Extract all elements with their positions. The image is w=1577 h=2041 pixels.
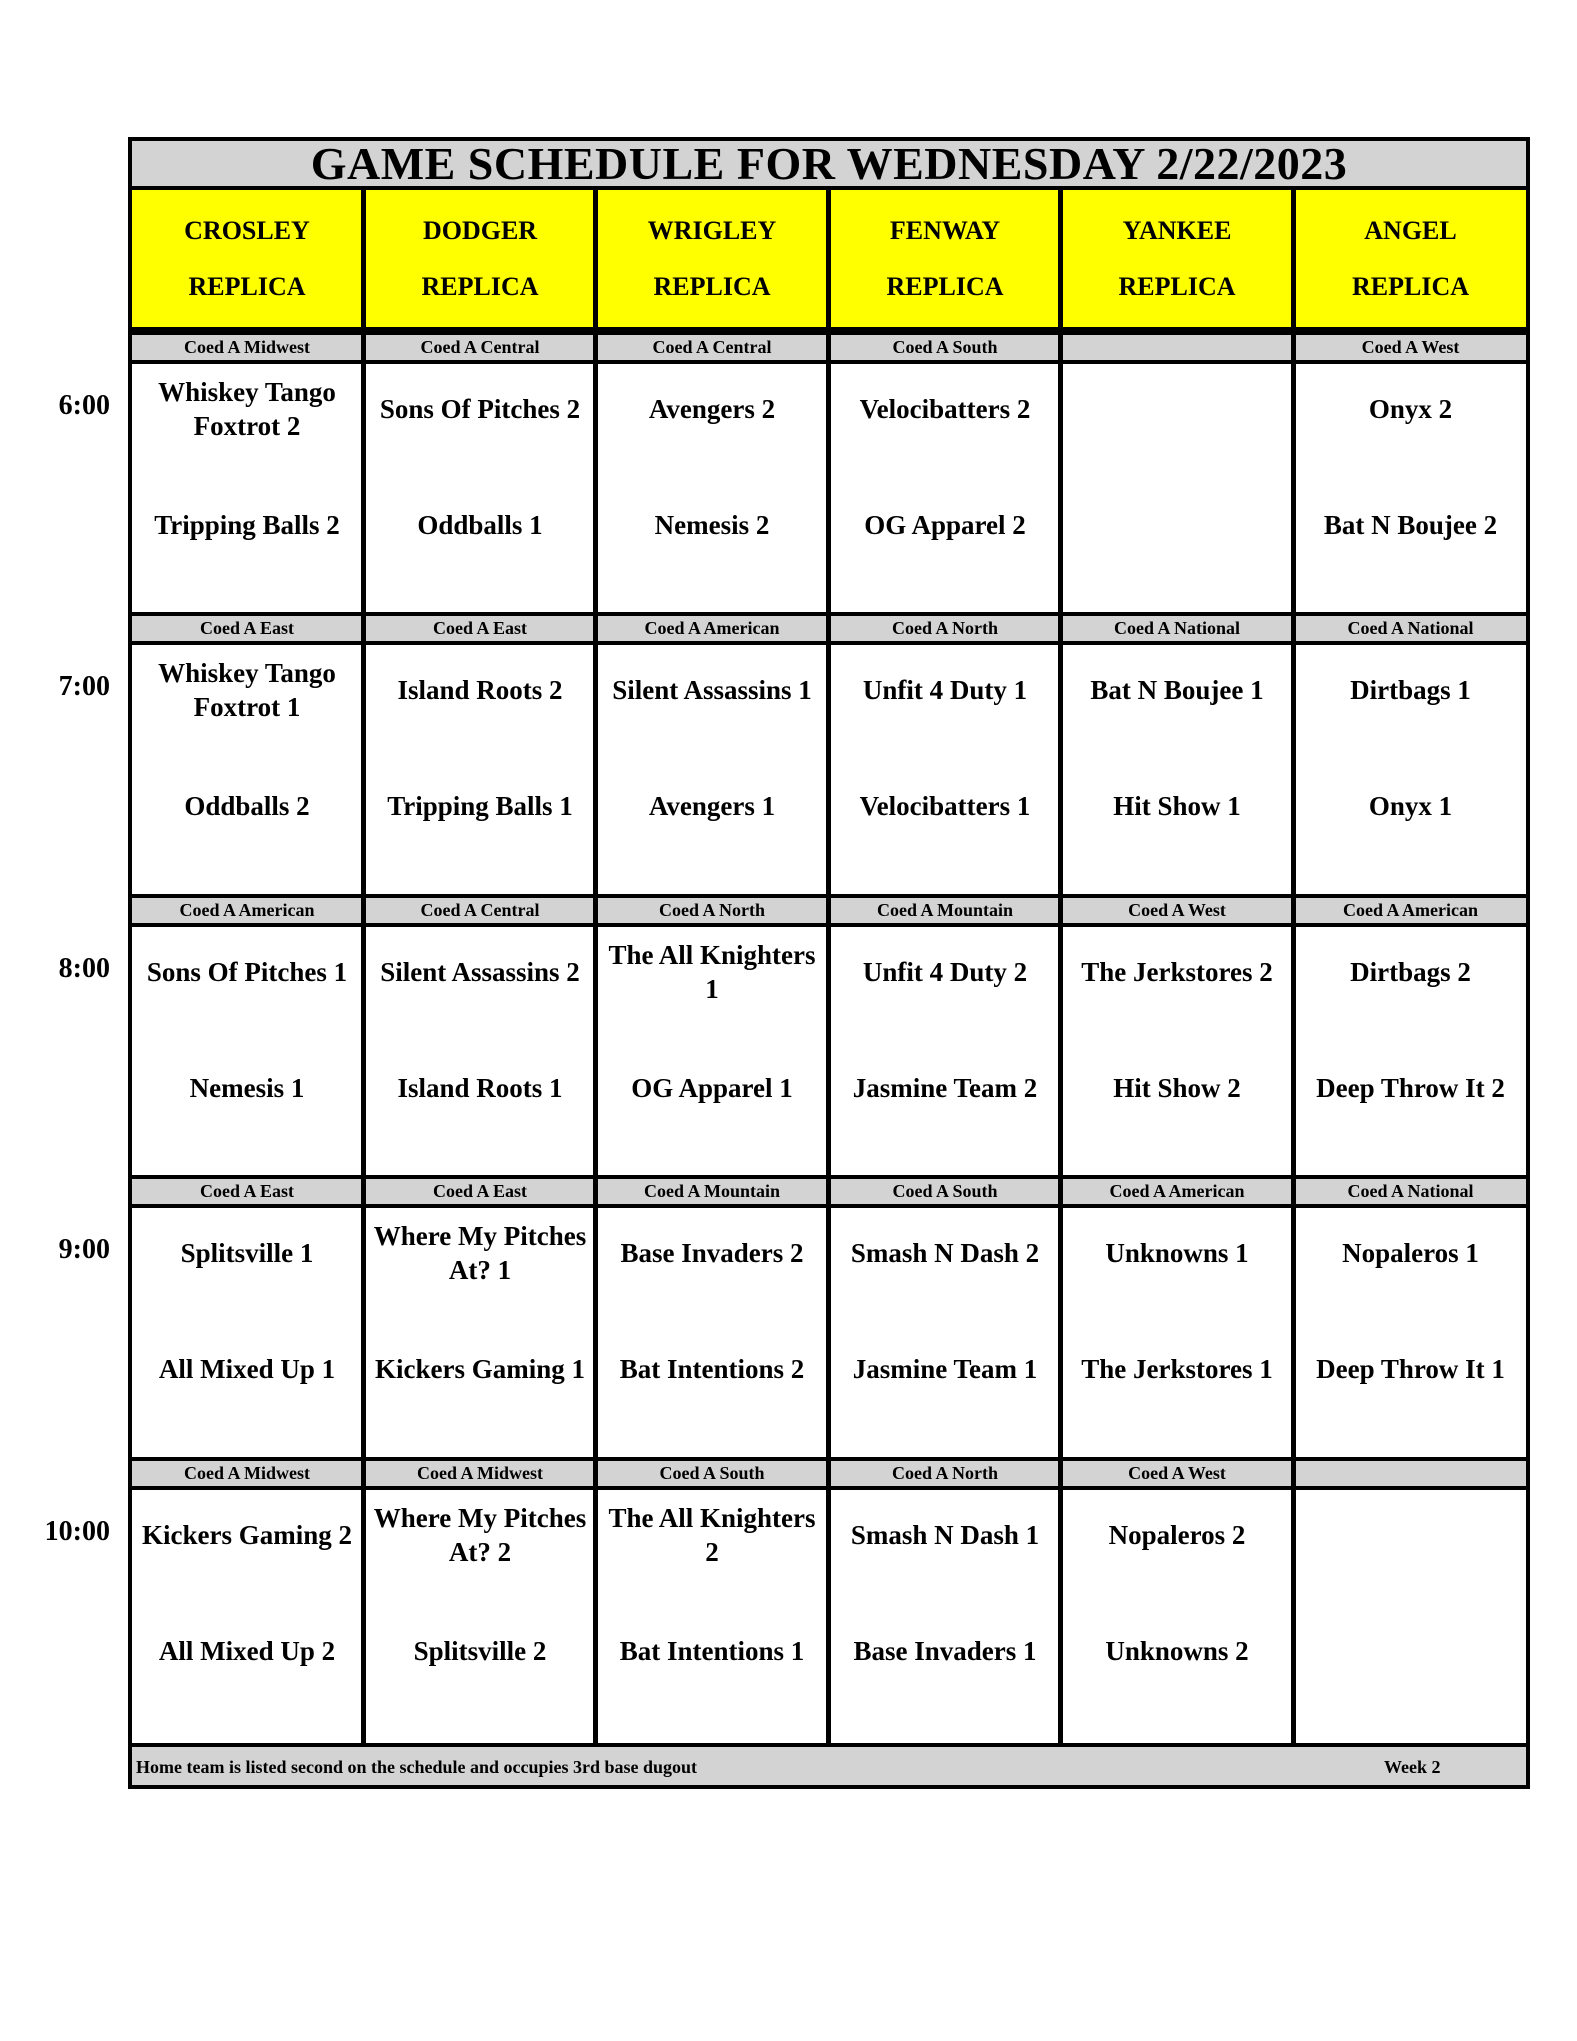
- field-subtitle: REPLICA: [421, 271, 539, 301]
- division-label: Coed A West: [1062, 1457, 1292, 1490]
- home-team: Avengers 1: [648, 791, 776, 822]
- time-slot-label: 8:00: [58, 953, 110, 984]
- home-team: OG Apparel 1: [631, 1073, 793, 1104]
- home-team: Bat Intentions 1: [619, 1636, 805, 1667]
- field-header: [597, 190, 827, 331]
- division-label: Coed A South: [597, 1457, 827, 1490]
- field-subtitle: REPLICA: [188, 271, 306, 301]
- division-label: Coed A North: [830, 612, 1060, 645]
- home-team: Jasmine Team 1: [852, 1354, 1038, 1385]
- home-team: Oddballs 1: [417, 510, 543, 541]
- division-label: Coed A National: [1295, 612, 1526, 645]
- away-team: Avengers 2: [648, 394, 776, 425]
- division-label: Coed A National: [1295, 1175, 1526, 1208]
- home-team: Velocibatters 1: [859, 791, 1031, 822]
- time-slot-label: 9:00: [58, 1234, 110, 1265]
- column-divider: [1058, 190, 1063, 1743]
- away-team: Sons Of Pitches 2: [379, 394, 581, 425]
- away-team: Onyx 2: [1368, 394, 1453, 425]
- away-team: Silent Assassins 1: [612, 675, 812, 706]
- home-team: Unknowns 2: [1105, 1636, 1249, 1667]
- division-label: Coed A Central: [597, 331, 827, 364]
- away-team: Base Invaders 2: [620, 1238, 804, 1269]
- away-team: Bat N Boujee 1: [1090, 675, 1264, 706]
- schedule-title: GAME SCHEDULE FOR WEDNESDAY 2/22/2023: [132, 141, 1526, 190]
- away-team: Velocibatters 2: [859, 394, 1031, 425]
- away-team: Dirtbags 2: [1350, 957, 1471, 988]
- footer-note: Home team is listed second on the schedule and occupies 3rd base dugout: [136, 1757, 698, 1777]
- home-team: Bat N Boujee 2: [1323, 510, 1498, 541]
- field-name: YANKEE: [1122, 215, 1232, 245]
- column-divider: [593, 190, 598, 1743]
- home-team: Deep Throw It 2: [1316, 1073, 1505, 1104]
- home-team: The Jerkstores 1: [1081, 1354, 1273, 1385]
- division-label: Coed A Midwest: [365, 1457, 595, 1490]
- away-team: Dirtbags 1: [1350, 675, 1471, 706]
- home-team: Kickers Gaming 1: [375, 1354, 585, 1385]
- field-header: [830, 190, 1060, 331]
- field-subtitle: REPLICA: [1351, 271, 1469, 301]
- away-team: Island Roots 2: [397, 675, 563, 706]
- home-team: OG Apparel 2: [864, 510, 1026, 541]
- division-label: Coed A Central: [365, 894, 595, 927]
- division-label: Coed A East: [132, 1175, 362, 1208]
- home-team: Jasmine Team 2: [852, 1073, 1038, 1104]
- home-team: Tripping Balls 1: [387, 791, 573, 822]
- away-team: Silent Assassins 2: [380, 957, 580, 988]
- division-label: Coed A South: [830, 331, 1060, 364]
- division-label: Coed A East: [365, 612, 595, 645]
- field-header: [365, 190, 595, 331]
- home-team: Deep Throw It 1: [1316, 1354, 1505, 1385]
- away-team: [1064, 372, 1290, 448]
- division-label: Coed A West: [1295, 331, 1526, 364]
- field-subtitle: REPLICA: [1118, 271, 1236, 301]
- home-team: All Mixed Up 2: [158, 1636, 336, 1667]
- away-team: Smash N Dash 1: [850, 1520, 1040, 1551]
- home-team: [1297, 1622, 1524, 1682]
- division-label: Coed A South: [830, 1175, 1060, 1208]
- home-team: Oddballs 2: [184, 791, 310, 822]
- division-label: Coed A East: [132, 612, 362, 645]
- field-name: CROSLEY: [184, 215, 310, 245]
- away-team: Unfit 4 Duty 2: [862, 957, 1028, 988]
- away-team: Nopaleros 1: [1342, 1238, 1479, 1269]
- division-label: [1062, 331, 1292, 364]
- home-team: [1064, 496, 1290, 556]
- home-team: Bat Intentions 2: [619, 1354, 805, 1385]
- time-slot-label: 10:00: [44, 1516, 110, 1547]
- week-label: Week 2: [1384, 1757, 1441, 1777]
- away-team: Where My Pitches At? 1: [373, 1221, 587, 1285]
- away-team: Smash N Dash 2: [850, 1238, 1040, 1269]
- home-team: Nemesis 1: [189, 1073, 305, 1104]
- time-slot-label: 7:00: [58, 671, 110, 702]
- division-label: Coed A West: [1062, 894, 1292, 927]
- away-team: Sons Of Pitches 1: [146, 957, 348, 988]
- column-divider: [1291, 190, 1296, 1743]
- away-team: Whiskey Tango Foxtrot 1: [158, 658, 336, 722]
- away-team: The All Knighters 2: [608, 1503, 816, 1567]
- division-label: Coed A National: [1062, 612, 1292, 645]
- field-subtitle: REPLICA: [886, 271, 1004, 301]
- field-subtitle: REPLICA: [653, 271, 771, 301]
- home-team: All Mixed Up 1: [158, 1354, 336, 1385]
- away-team: The All Knighters 1: [608, 940, 816, 1004]
- away-team: Whiskey Tango Foxtrot 2: [158, 377, 336, 441]
- away-team: Splitsville 1: [180, 1238, 314, 1269]
- home-team: Onyx 1: [1368, 791, 1453, 822]
- field-header: [1295, 190, 1526, 331]
- division-label: Coed A American: [1062, 1175, 1292, 1208]
- division-label: Coed A Mountain: [830, 894, 1060, 927]
- field-name: DODGER: [422, 215, 538, 245]
- away-team: Nopaleros 2: [1108, 1520, 1246, 1551]
- field-name: ANGEL: [1364, 215, 1457, 245]
- column-divider: [361, 190, 366, 1743]
- field-header: [1062, 190, 1292, 331]
- division-label: Coed A American: [597, 612, 827, 645]
- home-team: Hit Show 2: [1113, 1073, 1241, 1104]
- column-divider: [826, 190, 831, 1743]
- division-label: Coed A American: [132, 894, 362, 927]
- away-team: [1297, 1498, 1524, 1574]
- division-label: Coed A Midwest: [132, 1457, 362, 1490]
- division-label: Coed A Midwest: [132, 331, 362, 364]
- division-label: Coed A North: [830, 1457, 1060, 1490]
- division-label: Coed A North: [597, 894, 827, 927]
- away-team: Unfit 4 Duty 1: [862, 675, 1028, 706]
- away-team: Where My Pitches At? 2: [373, 1503, 587, 1567]
- division-label: Coed A Mountain: [597, 1175, 827, 1208]
- away-team: Kickers Gaming 2: [142, 1520, 352, 1551]
- division-label: Coed A East: [365, 1175, 595, 1208]
- division-label: Coed A Central: [365, 331, 595, 364]
- home-team: Island Roots 1: [397, 1073, 563, 1104]
- schedule-footer: [132, 1743, 1526, 1785]
- home-team: Tripping Balls 2: [154, 510, 340, 541]
- away-team: Unknowns 1: [1105, 1238, 1249, 1269]
- division-label: Coed A American: [1295, 894, 1526, 927]
- time-slot-label: 6:00: [58, 390, 110, 421]
- division-label: [1295, 1457, 1526, 1490]
- home-team: Hit Show 1: [1113, 791, 1241, 822]
- away-team: The Jerkstores 2: [1081, 957, 1273, 988]
- home-team: Splitsville 2: [413, 1636, 547, 1667]
- field-name: WRIGLEY: [647, 215, 777, 245]
- home-team: Base Invaders 1: [853, 1636, 1037, 1667]
- home-team: Nemesis 2: [654, 510, 770, 541]
- field-name: FENWAY: [889, 215, 1001, 245]
- field-header: [132, 190, 362, 331]
